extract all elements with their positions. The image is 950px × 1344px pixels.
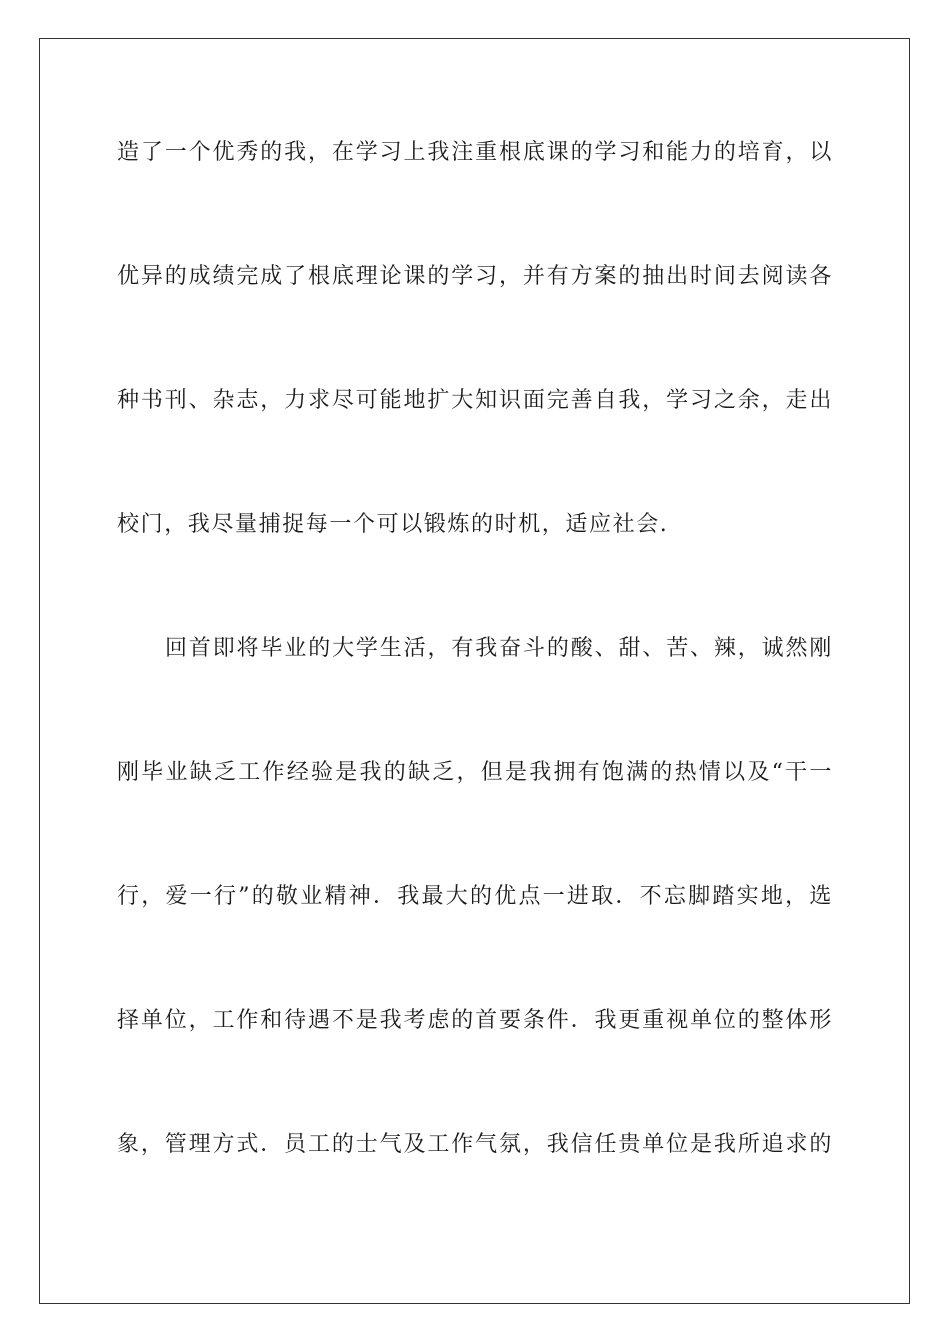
text-line-4: 校门，我尽量捕捉每一个可以锻炼的时机，适应社会.: [117, 512, 669, 537]
page-border: [39, 38, 910, 1304]
text-line-8: 择单位，工作和待遇不是我考虑的首要条件．我更重视单位的整体形: [117, 1008, 833, 1033]
text-line-1: 造了一个优秀的我，在学习上我注重根底课的学习和能力的培育，以: [117, 140, 833, 165]
text-line-7: 行，爱一行”的敬业精神．我最大的优点一进取．不忘脚踏实地，选: [117, 884, 833, 909]
text-line-9: 象，管理方式．员工的士气及工作气氛，我信任贵单位是我所追求的: [117, 1132, 833, 1157]
text-line-3: 种书刊、杂志，力求尽可能地扩大知识面完善自我，学习之余，走出: [117, 388, 833, 413]
text-line-2: 优异的成绩完成了根底理论课的学习，并有方案的抽出时间去阅读各: [117, 264, 833, 289]
text-line-6: 刚毕业缺乏工作经验是我的缺乏，但是我拥有饱满的热情以及“干一: [117, 760, 833, 785]
text-line-5-paragraph-start: 回首即将毕业的大学生活，有我奋斗的酸、甜、苦、辣，诚然刚: [165, 636, 833, 661]
